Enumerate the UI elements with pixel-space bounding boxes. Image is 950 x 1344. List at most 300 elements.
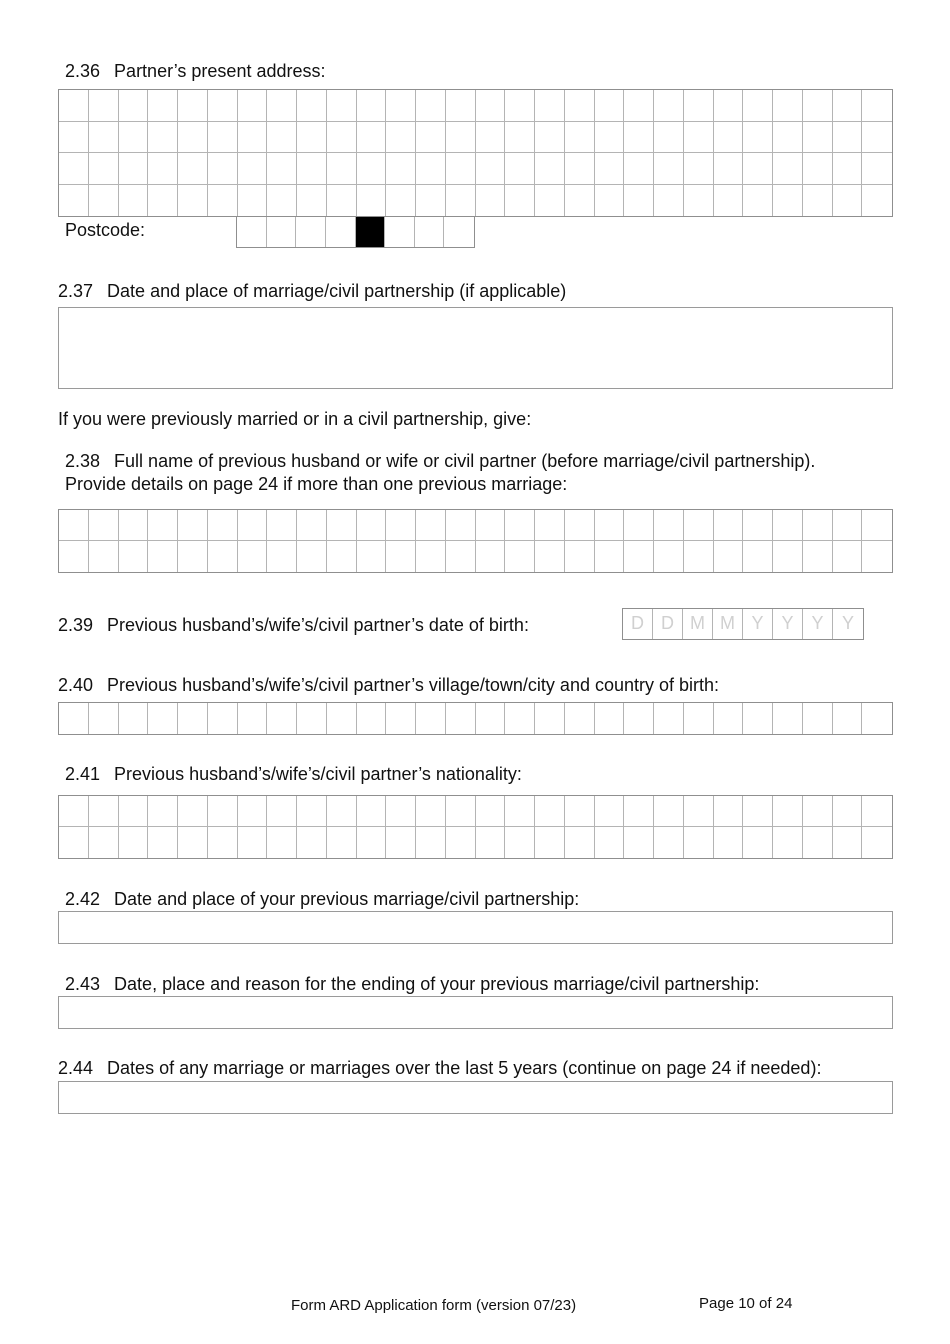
char-box-cell[interactable] — [803, 796, 833, 827]
char-box-cell[interactable] — [773, 703, 803, 734]
char-box-cell[interactable] — [386, 541, 416, 572]
char-box-cell[interactable] — [238, 796, 268, 827]
char-box-cell[interactable] — [297, 541, 327, 572]
dob-day-cell[interactable]: D — [623, 609, 653, 639]
char-box-cell[interactable] — [89, 827, 119, 858]
char-box-cell[interactable] — [714, 185, 744, 217]
q2-40-text: Previous husband’s/wife’s/civil partner’s village/town/city and country of birth: — [107, 675, 720, 695]
char-box-cell[interactable] — [624, 153, 654, 185]
char-box-cell[interactable] — [178, 510, 208, 541]
char-box-cell[interactable] — [535, 153, 565, 185]
char-box-cell[interactable] — [386, 90, 416, 122]
previous-partner-dob-grid[interactable] — [622, 608, 864, 640]
char-box-cell[interactable] — [773, 827, 803, 858]
char-box-cell[interactable] — [773, 510, 803, 541]
previous-partner-birthplace-grid[interactable] — [58, 702, 893, 735]
postcode-cell[interactable] — [444, 217, 474, 247]
char-box-cell[interactable] — [714, 153, 744, 185]
char-box-cell[interactable] — [267, 185, 297, 217]
char-box-cell[interactable] — [684, 122, 714, 154]
char-box-cell[interactable] — [357, 703, 387, 734]
q2-41-label — [65, 763, 522, 785]
dob-year-cell[interactable]: Y — [743, 609, 773, 639]
char-box-cell[interactable] — [862, 827, 892, 858]
char-box-cell[interactable] — [208, 153, 238, 185]
q2-38-label — [65, 450, 815, 472]
char-box-cell[interactable] — [476, 185, 506, 217]
char-box-cell[interactable] — [803, 510, 833, 541]
char-box-cell[interactable] — [327, 153, 357, 185]
recent-marriage-dates-field[interactable] — [58, 1081, 893, 1114]
char-box-cell[interactable] — [267, 541, 297, 572]
char-box-cell[interactable] — [446, 90, 476, 122]
postcode-grid[interactable] — [236, 216, 475, 248]
char-box-cell[interactable] — [862, 122, 892, 154]
char-box-cell[interactable] — [148, 541, 178, 572]
char-box-cell[interactable] — [833, 827, 863, 858]
char-box-cell[interactable] — [297, 796, 327, 827]
char-box-cell[interactable] — [476, 122, 506, 154]
q2-42-label — [65, 888, 579, 910]
char-box-cell[interactable] — [595, 122, 625, 154]
char-box-cell[interactable] — [743, 185, 773, 217]
char-box-cell[interactable] — [773, 122, 803, 154]
char-box-cell[interactable] — [654, 796, 684, 827]
char-box-cell[interactable] — [89, 796, 119, 827]
q2-42-text: Date and place of your previous marriage/civil partnership: — [114, 889, 580, 909]
char-box-cell[interactable] — [416, 827, 446, 858]
char-box-cell[interactable] — [535, 122, 565, 154]
char-box-cell[interactable] — [416, 541, 446, 572]
char-box-cell[interactable] — [684, 510, 714, 541]
char-box-cell[interactable] — [148, 510, 178, 541]
char-box-cell[interactable] — [743, 827, 773, 858]
char-box-cell[interactable] — [59, 541, 89, 572]
char-box-cell[interactable] — [446, 510, 476, 541]
q2-40-number: 2.40 — [58, 675, 94, 695]
char-box-cell[interactable] — [565, 122, 595, 154]
char-box-cell[interactable] — [624, 185, 654, 217]
char-box-cell[interactable] — [624, 122, 654, 154]
char-box-cell[interactable] — [833, 90, 863, 122]
char-box-cell[interactable] — [714, 796, 744, 827]
char-box-cell[interactable] — [357, 185, 387, 217]
char-box-cell[interactable] — [476, 510, 506, 541]
char-box-cell[interactable] — [595, 510, 625, 541]
char-box-cell[interactable] — [684, 185, 714, 217]
char-box-cell[interactable] — [773, 541, 803, 572]
char-box-cell[interactable] — [505, 827, 535, 858]
char-box-cell[interactable] — [148, 90, 178, 122]
q2-38-text-line2: Provide details on page 24 if more than one previous marriage: — [65, 474, 568, 494]
char-box-cell[interactable] — [654, 541, 684, 572]
char-box-cell[interactable] — [862, 510, 892, 541]
char-box-cell[interactable] — [565, 827, 595, 858]
char-box-cell[interactable] — [386, 122, 416, 154]
char-box-cell[interactable] — [654, 827, 684, 858]
char-box-cell[interactable] — [684, 90, 714, 122]
char-box-cell[interactable] — [833, 153, 863, 185]
char-box-cell[interactable] — [327, 510, 357, 541]
char-box-cell[interactable] — [327, 796, 357, 827]
dob-year-cell[interactable]: Y — [803, 609, 833, 639]
char-box-cell[interactable] — [238, 185, 268, 217]
char-box-cell[interactable] — [624, 703, 654, 734]
char-box-cell[interactable] — [505, 122, 535, 154]
char-box-cell[interactable] — [59, 827, 89, 858]
char-box-cell[interactable] — [238, 541, 268, 572]
char-box-cell[interactable] — [595, 827, 625, 858]
char-box-cell[interactable] — [684, 827, 714, 858]
char-box-cell[interactable] — [833, 185, 863, 217]
char-box-cell[interactable] — [803, 122, 833, 154]
char-box-cell[interactable] — [565, 185, 595, 217]
char-box-cell[interactable] — [862, 90, 892, 122]
q2-42-number: 2.42 — [65, 889, 101, 909]
char-box-cell[interactable] — [654, 510, 684, 541]
char-box-cell[interactable] — [773, 796, 803, 827]
char-box-cell[interactable] — [89, 153, 119, 185]
char-box-cell[interactable] — [833, 703, 863, 734]
char-box-cell[interactable] — [178, 185, 208, 217]
char-box-cell[interactable] — [178, 827, 208, 858]
char-box-cell[interactable] — [535, 541, 565, 572]
char-box-cell[interactable] — [476, 90, 506, 122]
char-box-cell[interactable] — [89, 510, 119, 541]
char-box-cell[interactable] — [684, 703, 714, 734]
char-box-cell[interactable] — [119, 122, 149, 154]
char-box-cell[interactable] — [446, 796, 476, 827]
char-box-cell[interactable] — [624, 510, 654, 541]
char-box-cell[interactable] — [386, 827, 416, 858]
q2-38-text: Full name of previous husband or wife or civil partner (before marriage/civil partnership). — [114, 451, 816, 471]
char-box-cell[interactable] — [238, 703, 268, 734]
char-box-cell[interactable] — [148, 185, 178, 217]
char-box-cell[interactable] — [386, 153, 416, 185]
char-box-cell[interactable] — [803, 827, 833, 858]
previous-marriage-intro: If you were previously married or in a civil partnership, give: — [58, 409, 532, 429]
dob-year-cell[interactable]: Y — [841, 613, 854, 633]
char-box-cell[interactable] — [862, 703, 892, 734]
char-box-cell[interactable] — [416, 510, 446, 541]
char-box-cell[interactable] — [803, 90, 833, 122]
char-box-cell[interactable] — [862, 185, 892, 217]
char-box-cell[interactable] — [446, 122, 476, 154]
char-box-cell[interactable] — [714, 541, 744, 572]
postcode-cell[interactable] — [296, 217, 326, 247]
char-box-cell[interactable] — [297, 90, 327, 122]
char-box-cell[interactable] — [773, 90, 803, 122]
char-box-cell[interactable] — [238, 510, 268, 541]
char-box-cell[interactable] — [416, 153, 446, 185]
char-box-cell[interactable] — [119, 510, 149, 541]
previous-partner-name-grid[interactable] — [58, 509, 893, 573]
char-box-cell[interactable] — [743, 510, 773, 541]
char-box-cell[interactable] — [327, 122, 357, 154]
char-box-cell[interactable] — [267, 827, 297, 858]
char-box-cell[interactable] — [238, 122, 268, 154]
char-box-cell[interactable] — [178, 90, 208, 122]
char-box-cell[interactable] — [119, 703, 149, 734]
q2-39-text: Previous husband’s/wife’s/civil partner’s date of birth: — [107, 615, 529, 635]
char-box-cell[interactable] — [803, 185, 833, 217]
char-box-cell[interactable] — [743, 122, 773, 154]
q2-36-label — [65, 60, 326, 82]
char-box-cell[interactable] — [684, 796, 714, 827]
char-box-cell[interactable] — [357, 122, 387, 154]
char-box-cell[interactable] — [446, 541, 476, 572]
char-box-cell[interactable] — [446, 185, 476, 217]
q2-38-number: 2.38 — [65, 451, 101, 471]
char-box-cell[interactable] — [297, 510, 327, 541]
char-box-cell[interactable] — [357, 796, 387, 827]
postcode-separator-cell — [356, 217, 386, 247]
char-box-cell[interactable] — [505, 510, 535, 541]
char-box-cell[interactable] — [833, 122, 863, 154]
char-box-cell[interactable] — [148, 703, 178, 734]
char-box-cell[interactable] — [595, 541, 625, 572]
char-box-cell[interactable] — [505, 703, 535, 734]
char-box-cell[interactable] — [327, 90, 357, 122]
char-box-cell[interactable] — [119, 153, 149, 185]
q2-41-text: Previous husband’s/wife’s/civil partner’s nationality: — [114, 764, 522, 784]
char-box-cell[interactable] — [862, 541, 892, 572]
char-box-cell[interactable] — [119, 541, 149, 572]
char-box-cell[interactable] — [267, 510, 297, 541]
char-box-cell[interactable] — [208, 703, 238, 734]
char-box-cell[interactable] — [297, 185, 327, 217]
char-box-cell[interactable] — [416, 185, 446, 217]
char-box-cell[interactable] — [476, 153, 506, 185]
char-box-cell[interactable] — [89, 541, 119, 572]
char-box-cell[interactable] — [178, 703, 208, 734]
char-box-cell[interactable] — [148, 122, 178, 154]
char-box-cell[interactable] — [386, 510, 416, 541]
char-box-cell[interactable] — [743, 90, 773, 122]
char-box-cell[interactable] — [148, 153, 178, 185]
char-box-cell[interactable] — [59, 185, 89, 217]
char-box-cell[interactable] — [208, 185, 238, 217]
char-box-cell[interactable] — [208, 827, 238, 858]
char-box-cell[interactable] — [148, 827, 178, 858]
char-box-cell[interactable] — [178, 153, 208, 185]
marriage-date-place-field[interactable] — [58, 307, 893, 389]
q2-43-text: Date, place and reason for the ending of your previous marriage/civil partnership: — [114, 974, 760, 994]
char-box-cell[interactable] — [654, 90, 684, 122]
char-box-cell[interactable] — [505, 90, 535, 122]
char-box-cell[interactable] — [297, 122, 327, 154]
char-box-cell[interactable] — [386, 185, 416, 217]
char-box-cell[interactable] — [327, 541, 357, 572]
char-box-cell[interactable] — [743, 541, 773, 572]
char-box-cell[interactable] — [565, 541, 595, 572]
char-box-cell[interactable] — [833, 541, 863, 572]
char-box-cell[interactable] — [267, 90, 297, 122]
q2-41-number: 2.41 — [65, 764, 101, 784]
char-box-cell[interactable] — [862, 796, 892, 827]
char-box-cell[interactable] — [297, 827, 327, 858]
char-box-cell[interactable] — [357, 153, 387, 185]
char-box-cell[interactable] — [59, 122, 89, 154]
char-box-cell[interactable] — [714, 703, 744, 734]
char-box-cell[interactable] — [119, 185, 149, 217]
char-box-cell[interactable] — [505, 796, 535, 827]
char-box-cell[interactable] — [684, 153, 714, 185]
char-box-cell[interactable] — [803, 541, 833, 572]
dob-month-cell[interactable]: M — [683, 609, 713, 639]
char-box-cell[interactable] — [624, 541, 654, 572]
char-box-cell[interactable] — [476, 703, 506, 734]
char-box-cell[interactable] — [59, 90, 89, 122]
char-box-cell[interactable] — [476, 796, 506, 827]
char-box-cell[interactable] — [59, 510, 89, 541]
char-box-cell[interactable] — [208, 90, 238, 122]
char-box-cell[interactable] — [416, 90, 446, 122]
q2-44-text: Dates of any marriage or marriages over the last 5 years (continue on page 24 if needed): — [107, 1058, 822, 1078]
char-box-cell[interactable] — [386, 703, 416, 734]
postcode-cell[interactable] — [326, 217, 356, 247]
char-box-cell[interactable] — [327, 703, 357, 734]
char-box-cell[interactable] — [476, 541, 506, 572]
postcode-cell[interactable] — [267, 217, 297, 247]
char-box-cell[interactable] — [446, 153, 476, 185]
char-box-cell[interactable] — [416, 703, 446, 734]
char-box-cell[interactable] — [267, 153, 297, 185]
char-box-cell[interactable] — [357, 827, 387, 858]
char-box-cell[interactable] — [833, 796, 863, 827]
char-box-cell[interactable] — [238, 153, 268, 185]
char-box-cell[interactable] — [803, 153, 833, 185]
q2-37-label — [58, 280, 566, 302]
char-box-cell[interactable] — [624, 90, 654, 122]
char-box-cell[interactable] — [743, 703, 773, 734]
char-box-cell[interactable] — [505, 185, 535, 217]
char-box-cell[interactable] — [327, 185, 357, 217]
char-box-cell[interactable] — [535, 703, 565, 734]
char-box-cell[interactable] — [654, 703, 684, 734]
dob-day-cell[interactable]: D — [653, 609, 683, 639]
char-box-cell[interactable] — [297, 703, 327, 734]
char-box-cell[interactable] — [595, 90, 625, 122]
char-box-cell[interactable] — [208, 796, 238, 827]
q2-36-number: 2.36 — [65, 61, 101, 81]
char-box-cell[interactable] — [565, 796, 595, 827]
partner-address-grid[interactable] — [58, 89, 893, 217]
char-box-cell[interactable] — [476, 827, 506, 858]
char-box-cell[interactable] — [535, 185, 565, 217]
char-box-cell[interactable] — [119, 90, 149, 122]
char-box-cell[interactable] — [59, 703, 89, 734]
marriage-ending-details-field[interactable] — [58, 996, 893, 1029]
dob-year-cell[interactable]: Y — [773, 609, 803, 639]
char-box-cell[interactable] — [714, 510, 744, 541]
char-box-cell[interactable] — [59, 796, 89, 827]
char-box-cell[interactable] — [89, 703, 119, 734]
char-box-cell[interactable] — [505, 541, 535, 572]
char-box-cell[interactable] — [565, 510, 595, 541]
postcode-cell[interactable] — [237, 217, 267, 247]
char-box-cell[interactable] — [327, 827, 357, 858]
char-box-cell[interactable] — [565, 703, 595, 734]
char-box-cell[interactable] — [743, 796, 773, 827]
char-box-cell[interactable] — [208, 541, 238, 572]
char-box-cell[interactable] — [714, 90, 744, 122]
char-box-cell[interactable] — [267, 703, 297, 734]
char-box-cell[interactable] — [446, 827, 476, 858]
footer-form-name: Form ARD Application form (version 07/23) — [291, 1297, 577, 1314]
char-box-cell[interactable] — [714, 122, 744, 154]
char-box-cell[interactable] — [535, 796, 565, 827]
char-box-cell[interactable] — [654, 122, 684, 154]
char-box-cell[interactable] — [595, 185, 625, 217]
char-box-cell[interactable] — [505, 153, 535, 185]
char-box-cell[interactable] — [208, 122, 238, 154]
char-box-cell[interactable] — [565, 153, 595, 185]
char-box-cell[interactable] — [357, 541, 387, 572]
char-box-cell[interactable] — [416, 796, 446, 827]
char-box-cell[interactable] — [743, 153, 773, 185]
char-box-cell[interactable] — [267, 122, 297, 154]
char-box-cell[interactable] — [624, 796, 654, 827]
char-box-cell[interactable] — [148, 796, 178, 827]
postcode-cell[interactable] — [415, 217, 445, 247]
char-box-cell[interactable] — [208, 510, 238, 541]
char-box-cell[interactable] — [178, 122, 208, 154]
char-box-cell[interactable] — [89, 122, 119, 154]
char-box-cell[interactable] — [833, 510, 863, 541]
char-box-cell[interactable] — [803, 703, 833, 734]
char-box-cell[interactable] — [714, 827, 744, 858]
char-box-cell[interactable] — [654, 153, 684, 185]
char-box-cell[interactable] — [297, 153, 327, 185]
char-box-cell[interactable] — [59, 153, 89, 185]
previous-marriage-date-place-field[interactable] — [58, 911, 893, 944]
previous-partner-nationality-grid[interactable] — [58, 795, 893, 859]
char-box-cell[interactable] — [595, 153, 625, 185]
char-box-cell[interactable] — [178, 541, 208, 572]
char-box-cell[interactable] — [89, 90, 119, 122]
char-box-cell[interactable] — [535, 510, 565, 541]
char-box-cell[interactable] — [357, 90, 387, 122]
char-box-cell[interactable] — [595, 796, 625, 827]
char-box-cell[interactable] — [267, 796, 297, 827]
char-box-cell[interactable] — [773, 153, 803, 185]
char-box-cell[interactable] — [862, 153, 892, 185]
char-box-cell[interactable] — [119, 827, 149, 858]
dob-month-cell[interactable]: M — [713, 609, 743, 639]
char-box-cell[interactable] — [386, 796, 416, 827]
char-box-cell[interactable] — [595, 703, 625, 734]
postcode-cell[interactable] — [385, 217, 415, 247]
char-box-cell[interactable] — [654, 185, 684, 217]
q2-40-label — [58, 674, 719, 696]
char-box-cell[interactable] — [624, 827, 654, 858]
char-box-cell[interactable] — [773, 185, 803, 217]
char-box-cell[interactable] — [357, 510, 387, 541]
char-box-cell[interactable] — [446, 703, 476, 734]
char-box-cell[interactable] — [238, 90, 268, 122]
char-box-cell[interactable] — [119, 796, 149, 827]
char-box-cell[interactable] — [178, 796, 208, 827]
char-box-cell[interactable] — [89, 185, 119, 217]
char-box-cell[interactable] — [684, 541, 714, 572]
char-box-cell[interactable] — [535, 90, 565, 122]
char-box-cell[interactable] — [416, 122, 446, 154]
char-box-cell[interactable] — [535, 827, 565, 858]
char-box-cell[interactable] — [565, 90, 595, 122]
char-box-cell[interactable] — [238, 827, 268, 858]
postcode-label: Postcode: — [65, 220, 146, 240]
